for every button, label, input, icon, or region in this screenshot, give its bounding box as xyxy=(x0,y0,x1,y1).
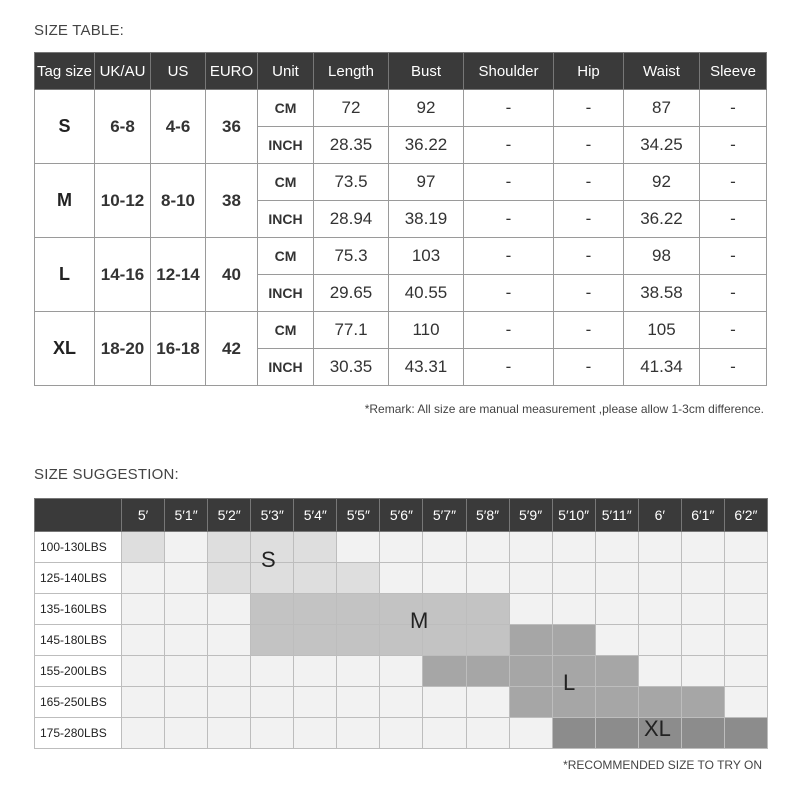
grid-cell xyxy=(423,718,466,749)
grid-cell xyxy=(595,594,638,625)
zone-label-l: L xyxy=(563,670,576,695)
grid-cell xyxy=(380,563,423,594)
length-cell: 28.35 xyxy=(314,127,389,164)
grid-cell xyxy=(294,656,337,687)
waist-cell: 92 xyxy=(624,164,700,201)
length-cell: 77.1 xyxy=(314,312,389,349)
sleeve-cell: - xyxy=(700,275,767,312)
unit-cell: CM xyxy=(258,238,314,275)
shoulder-cell: - xyxy=(464,238,554,275)
size-tag-cell: L xyxy=(35,238,95,312)
grid-cell xyxy=(337,687,380,718)
height-header: 6′ xyxy=(638,499,681,532)
weight-label: 100-130LBS xyxy=(35,532,122,563)
grid-cell xyxy=(724,625,767,656)
size-row-s-cm xyxy=(35,90,767,127)
shoulder-cell: - xyxy=(464,127,554,164)
grid-cell-l xyxy=(509,656,552,687)
grid-cell-m xyxy=(466,625,509,656)
grid-cell-l xyxy=(595,687,638,718)
grid-cell xyxy=(208,687,251,718)
grid-cell-s xyxy=(337,563,380,594)
col-header: Tag size xyxy=(35,53,95,90)
unit-cell: CM xyxy=(258,164,314,201)
size-table xyxy=(34,52,767,386)
grid-cell xyxy=(724,532,767,563)
size-row-xl-cm xyxy=(35,312,767,349)
grid-cell xyxy=(595,532,638,563)
grid-cell-xl xyxy=(595,718,638,749)
bust-cell: 38.19 xyxy=(389,201,464,238)
zone-label-s: S xyxy=(261,547,276,572)
shoulder-cell: - xyxy=(464,312,554,349)
grid-cell-m xyxy=(337,625,380,656)
grid-cell xyxy=(423,532,466,563)
hip-cell: - xyxy=(554,90,624,127)
height-header-row xyxy=(35,499,768,532)
size-row-m-cm xyxy=(35,164,767,201)
hip-cell: - xyxy=(554,349,624,386)
hip-cell: - xyxy=(554,164,624,201)
height-header: 5′9″ xyxy=(509,499,552,532)
length-cell: 73.5 xyxy=(314,164,389,201)
grid-cell xyxy=(681,532,724,563)
grid-cell xyxy=(337,718,380,749)
height-header: 5′8″ xyxy=(466,499,509,532)
grid-cell xyxy=(122,625,165,656)
unit-cell: INCH xyxy=(258,127,314,164)
unit-cell: INCH xyxy=(258,275,314,312)
shoulder-cell: - xyxy=(464,164,554,201)
size-us-cell: 16-18 xyxy=(151,312,206,386)
grid-cell-l xyxy=(552,625,595,656)
grid-cell xyxy=(251,656,294,687)
grid-cell-l xyxy=(509,687,552,718)
waist-cell: 87 xyxy=(624,90,700,127)
height-header: 6′2″ xyxy=(724,499,767,532)
recommend-footer: *RECOMMENDED SIZE TO TRY ON xyxy=(563,758,762,772)
size-euro-cell: 38 xyxy=(206,164,258,238)
grid-cell xyxy=(380,532,423,563)
grid-cell xyxy=(466,687,509,718)
grid-cell xyxy=(122,656,165,687)
sleeve-cell: - xyxy=(700,127,767,164)
size-tag-cell: S xyxy=(35,90,95,164)
grid-cell xyxy=(552,532,595,563)
weight-row xyxy=(35,532,768,563)
grid-cell-m xyxy=(466,594,509,625)
weight-label: 175-280LBS xyxy=(35,718,122,749)
col-header: Sleeve xyxy=(700,53,767,90)
grid-cell xyxy=(552,563,595,594)
grid-cell xyxy=(595,625,638,656)
col-header: Shoulder xyxy=(464,53,554,90)
size-suggestion-grid xyxy=(34,498,768,749)
col-header: US xyxy=(151,53,206,90)
unit-cell: CM xyxy=(258,312,314,349)
size-suggestion-title: SIZE SUGGESTION: xyxy=(34,466,179,483)
grid-cell-l xyxy=(595,656,638,687)
grid-cell xyxy=(423,687,466,718)
grid-cell xyxy=(423,563,466,594)
height-header: 5′5″ xyxy=(337,499,380,532)
weight-label: 135-160LBS xyxy=(35,594,122,625)
size-us-cell: 12-14 xyxy=(151,238,206,312)
height-header: 5′11″ xyxy=(595,499,638,532)
size-us-cell: 8-10 xyxy=(151,164,206,238)
grid-cell xyxy=(509,532,552,563)
size-row-l-cm xyxy=(35,238,767,275)
grid-cell xyxy=(638,532,681,563)
grid-cell xyxy=(337,532,380,563)
hip-cell: - xyxy=(554,201,624,238)
length-cell: 75.3 xyxy=(314,238,389,275)
grid-cell xyxy=(208,594,251,625)
shoulder-cell: - xyxy=(464,349,554,386)
grid-cell xyxy=(638,563,681,594)
grid-cell-m xyxy=(251,625,294,656)
grid-cell-s xyxy=(122,532,165,563)
col-header: EURO xyxy=(206,53,258,90)
grid-cell xyxy=(724,656,767,687)
height-header: 5′1″ xyxy=(165,499,208,532)
weight-row xyxy=(35,594,768,625)
grid-cell xyxy=(681,625,724,656)
grid-cell xyxy=(681,594,724,625)
hip-cell: - xyxy=(554,238,624,275)
grid-cell-m xyxy=(337,594,380,625)
grid-cell xyxy=(165,532,208,563)
size-us-cell: 4-6 xyxy=(151,90,206,164)
height-header: 5′2″ xyxy=(208,499,251,532)
grid-cell-m xyxy=(294,625,337,656)
grid-cell xyxy=(509,718,552,749)
sleeve-cell: - xyxy=(700,201,767,238)
grid-cell xyxy=(251,718,294,749)
grid-cell xyxy=(380,687,423,718)
grid-cell xyxy=(208,625,251,656)
unit-cell: INCH xyxy=(258,201,314,238)
bust-cell: 92 xyxy=(389,90,464,127)
col-header: Bust xyxy=(389,53,464,90)
weight-row xyxy=(35,656,768,687)
waist-cell: 98 xyxy=(624,238,700,275)
grid-cell xyxy=(165,718,208,749)
grid-cell-s xyxy=(208,563,251,594)
grid-cell xyxy=(251,687,294,718)
grid-cell-xl xyxy=(724,718,767,749)
grid-cell xyxy=(165,625,208,656)
height-header: 5′4″ xyxy=(294,499,337,532)
weight-row xyxy=(35,563,768,594)
sleeve-cell: - xyxy=(700,238,767,275)
grid-cell xyxy=(724,687,767,718)
sleeve-cell: - xyxy=(700,164,767,201)
bust-cell: 103 xyxy=(389,238,464,275)
grid-cell xyxy=(208,656,251,687)
size-table-header-row xyxy=(35,53,767,90)
grid-cell xyxy=(724,563,767,594)
col-header: Length xyxy=(314,53,389,90)
corner-header xyxy=(35,499,122,532)
height-header: 5′6″ xyxy=(380,499,423,532)
grid-cell-s xyxy=(294,532,337,563)
grid-cell xyxy=(509,594,552,625)
grid-cell xyxy=(294,687,337,718)
grid-cell xyxy=(165,656,208,687)
length-cell: 29.65 xyxy=(314,275,389,312)
length-cell: 72 xyxy=(314,90,389,127)
grid-cell-xl xyxy=(681,718,724,749)
weight-row xyxy=(35,687,768,718)
size-table-title: SIZE TABLE: xyxy=(34,22,125,39)
grid-cell-l xyxy=(638,687,681,718)
height-header: 6′1″ xyxy=(681,499,724,532)
sleeve-cell: - xyxy=(700,312,767,349)
waist-cell: 34.25 xyxy=(624,127,700,164)
grid-cell xyxy=(466,532,509,563)
grid-cell-s xyxy=(208,532,251,563)
waist-cell: 105 xyxy=(624,312,700,349)
weight-label: 145-180LBS xyxy=(35,625,122,656)
height-header: 5′10″ xyxy=(552,499,595,532)
grid-cell xyxy=(638,656,681,687)
height-header: 5′7″ xyxy=(423,499,466,532)
length-cell: 28.94 xyxy=(314,201,389,238)
weight-label: 165-250LBS xyxy=(35,687,122,718)
grid-cell xyxy=(380,718,423,749)
height-header: 5′ xyxy=(122,499,165,532)
grid-cell xyxy=(122,594,165,625)
zone-label-xl: XL xyxy=(644,716,671,741)
size-uk-cell: 14-16 xyxy=(95,238,151,312)
grid-cell xyxy=(595,563,638,594)
zone-label-m: M xyxy=(410,608,429,633)
col-header: UK/AU xyxy=(95,53,151,90)
grid-cell xyxy=(294,718,337,749)
grid-cell-m xyxy=(423,594,466,625)
grid-cell xyxy=(208,718,251,749)
size-tag-cell: M xyxy=(35,164,95,238)
sleeve-cell: - xyxy=(700,349,767,386)
grid-cell xyxy=(122,563,165,594)
bust-cell: 36.22 xyxy=(389,127,464,164)
size-euro-cell: 36 xyxy=(206,90,258,164)
size-uk-cell: 18-20 xyxy=(95,312,151,386)
unit-cell: CM xyxy=(258,90,314,127)
length-cell: 30.35 xyxy=(314,349,389,386)
grid-cell-m xyxy=(294,594,337,625)
size-uk-cell: 10-12 xyxy=(95,164,151,238)
grid-cell-s xyxy=(294,563,337,594)
grid-cell-m xyxy=(251,594,294,625)
grid-cell-m xyxy=(423,625,466,656)
grid-cell xyxy=(681,656,724,687)
waist-cell: 36.22 xyxy=(624,201,700,238)
grid-cell-l xyxy=(423,656,466,687)
col-header: Unit xyxy=(258,53,314,90)
hip-cell: - xyxy=(554,312,624,349)
bust-cell: 97 xyxy=(389,164,464,201)
grid-cell xyxy=(638,625,681,656)
size-uk-cell: 6-8 xyxy=(95,90,151,164)
waist-cell: 41.34 xyxy=(624,349,700,386)
shoulder-cell: - xyxy=(464,201,554,238)
shoulder-cell: - xyxy=(464,90,554,127)
grid-cell xyxy=(552,594,595,625)
size-euro-cell: 42 xyxy=(206,312,258,386)
waist-cell: 38.58 xyxy=(624,275,700,312)
hip-cell: - xyxy=(554,127,624,164)
size-euro-cell: 40 xyxy=(206,238,258,312)
grid-cell xyxy=(466,718,509,749)
height-header: 5′3″ xyxy=(251,499,294,532)
grid-cell xyxy=(165,594,208,625)
bust-cell: 43.31 xyxy=(389,349,464,386)
bust-cell: 40.55 xyxy=(389,275,464,312)
grid-cell xyxy=(509,563,552,594)
grid-cell-l xyxy=(681,687,724,718)
unit-cell: INCH xyxy=(258,349,314,386)
grid-cell xyxy=(380,656,423,687)
grid-cell xyxy=(724,594,767,625)
weight-label: 125-140LBS xyxy=(35,563,122,594)
grid-cell xyxy=(122,687,165,718)
grid-cell xyxy=(681,563,724,594)
grid-cell xyxy=(466,563,509,594)
sleeve-cell: - xyxy=(700,90,767,127)
size-remark: *Remark: All size are manual measurement ,please allow 1-3cm difference. xyxy=(364,402,764,416)
grid-cell xyxy=(337,656,380,687)
weight-row xyxy=(35,625,768,656)
grid-cell-l xyxy=(466,656,509,687)
grid-cell xyxy=(122,718,165,749)
grid-cell xyxy=(165,687,208,718)
shoulder-cell: - xyxy=(464,275,554,312)
grid-cell-l xyxy=(509,625,552,656)
grid-cell xyxy=(638,594,681,625)
weight-label: 155-200LBS xyxy=(35,656,122,687)
hip-cell: - xyxy=(554,275,624,312)
grid-cell xyxy=(165,563,208,594)
bust-cell: 110 xyxy=(389,312,464,349)
col-header: Waist xyxy=(624,53,700,90)
col-header: Hip xyxy=(554,53,624,90)
grid-cell-xl xyxy=(552,718,595,749)
size-tag-cell: XL xyxy=(35,312,95,386)
